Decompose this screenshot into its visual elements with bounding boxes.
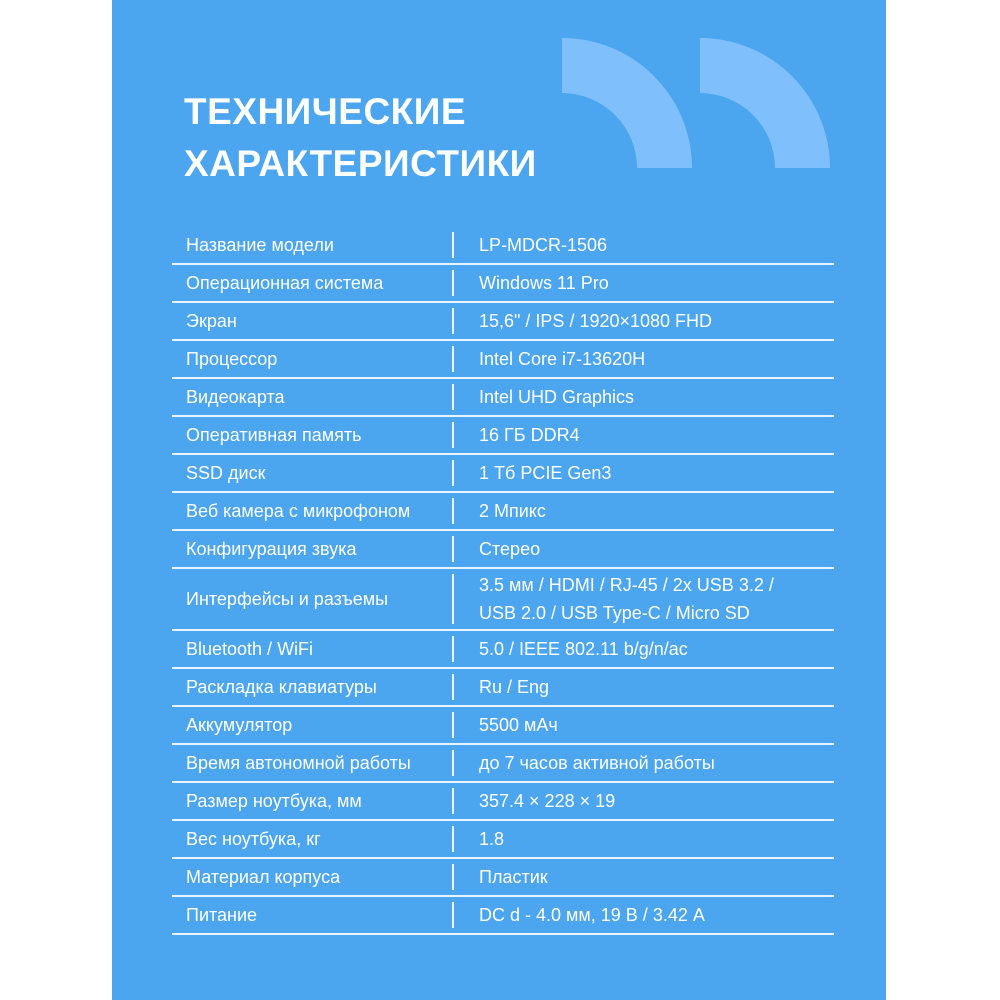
column-divider — [452, 422, 454, 448]
column-divider — [452, 346, 454, 372]
spec-label: Интерфейсы и разъемы — [186, 588, 389, 609]
spec-value: до 7 часов активной работы — [479, 753, 715, 773]
spec-row — [172, 493, 834, 531]
spec-row — [172, 265, 834, 303]
spec-value: Windows 11 Pro — [479, 273, 609, 293]
spec-row — [172, 707, 834, 745]
spec-card — [112, 0, 886, 1000]
spec-value: DC d - 4.0 мм, 19 В / 3.42 А — [479, 905, 705, 925]
spec-label: Видеокарта — [186, 386, 285, 407]
spec-row — [172, 669, 834, 707]
column-divider — [452, 902, 454, 928]
spec-value: 1 Тб PCIE Gen3 — [479, 463, 612, 483]
spec-label: Материал корпуса — [186, 866, 341, 887]
spec-label: Оперативная память — [186, 424, 362, 445]
spec-row — [172, 745, 834, 783]
column-divider — [452, 384, 454, 410]
spec-label: Конфигурация звука — [186, 538, 357, 559]
spec-value: 5500 мАч — [479, 715, 558, 735]
spec-value: 357.4 × 228 × 19 — [479, 791, 616, 811]
column-divider — [452, 788, 454, 814]
spec-row — [172, 531, 834, 569]
spec-row — [172, 227, 834, 265]
page-title — [184, 86, 537, 190]
spec-value: Intel UHD Graphics — [479, 387, 635, 407]
spec-row — [172, 417, 834, 455]
spec-value: 16 ГБ DDR4 — [479, 425, 580, 445]
column-divider — [452, 712, 454, 738]
spec-value: LP-MDCR-1506 — [479, 235, 608, 255]
column-divider — [452, 270, 454, 296]
spec-row — [172, 897, 834, 935]
spec-table — [172, 227, 834, 935]
spec-label: Раскладка клавиатуры — [186, 676, 377, 697]
spec-label: Размер ноутбука, мм — [186, 790, 362, 811]
spec-value — [452, 571, 834, 627]
spec-row — [172, 379, 834, 417]
column-divider — [452, 460, 454, 486]
spec-row — [172, 859, 834, 897]
spec-label: Название модели — [186, 234, 334, 255]
spec-value: Стерео — [479, 539, 541, 559]
spec-label: Аккумулятор — [186, 714, 293, 735]
column-divider — [452, 674, 454, 700]
spec-value-line-2: USB 2.0 / USB Type-C / Micro SD — [479, 603, 750, 623]
column-divider — [452, 498, 454, 524]
spec-label: Вес ноутбука, кг — [186, 828, 321, 849]
spec-label: Операционная система — [186, 272, 384, 293]
spec-value: Пластик — [479, 867, 548, 887]
spec-row — [172, 783, 834, 821]
spec-label: Процессор — [186, 348, 278, 369]
spec-label: SSD диск — [186, 462, 266, 483]
title-line-2: ХАРАКТЕРИСТИКИ — [184, 143, 537, 184]
title-line-1: ТЕХНИЧЕСКИЕ — [184, 91, 467, 132]
spec-label: Веб камера с микрофоном — [186, 500, 411, 521]
column-divider — [452, 826, 454, 852]
spec-row — [172, 303, 834, 341]
spec-row — [172, 455, 834, 493]
column-divider — [452, 536, 454, 562]
spec-value: 15,6" / IPS / 1920×1080 FHD — [479, 311, 713, 331]
column-divider — [452, 750, 454, 776]
spec-label: Время автономной работы — [186, 752, 411, 773]
spec-value: 5.0 / IEEE 802.11 b/g/n/ac — [479, 639, 688, 659]
column-divider — [452, 864, 454, 890]
spec-row — [172, 631, 834, 669]
spec-row — [172, 821, 834, 859]
spec-row — [172, 341, 834, 379]
column-divider — [452, 636, 454, 662]
spec-value: 1.8 — [479, 829, 505, 849]
spec-label: Экран — [186, 310, 237, 331]
spec-value: Ru / Eng — [479, 677, 550, 697]
spec-label: Bluetooth / WiFi — [186, 638, 314, 659]
column-divider — [452, 308, 454, 334]
spec-value-line-1: 3.5 мм / HDMI / RJ-45 / 2x USB 3.2 / — [479, 575, 774, 595]
spec-label: Питание — [186, 904, 258, 925]
column-divider — [452, 232, 454, 258]
spec-value: Intel Core i7-13620H — [479, 349, 646, 369]
column-divider — [452, 574, 454, 624]
spec-value: 2 Мпикс — [479, 501, 546, 521]
quote-marks-icon — [562, 38, 842, 178]
spec-row — [172, 569, 834, 631]
